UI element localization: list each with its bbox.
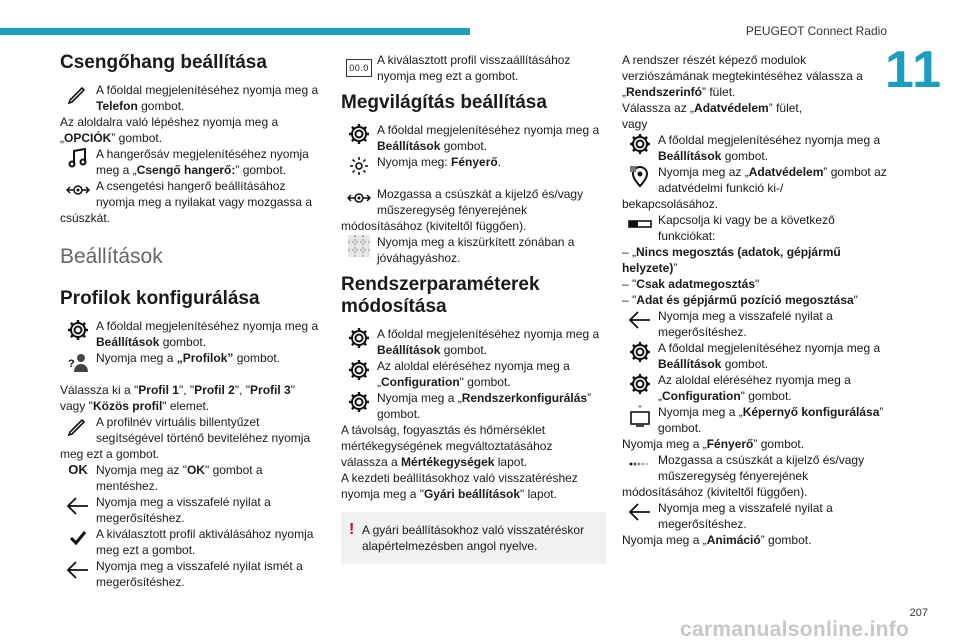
- text: A csengetési hangerő beállításához nyomja meg a nyilakat vagy mozgassa a: [96, 179, 313, 209]
- step-row: [60, 178, 322, 210]
- text: ” gombot.: [658, 405, 884, 435]
- text: Nyomja meg a kiszürkített zónában a jóváhagyáshoz.: [377, 235, 575, 265]
- text: Nyomja meg a visszafelé nyilat a megerősítéshez.: [96, 495, 271, 525]
- step-row: [60, 146, 322, 178]
- step-row: [622, 164, 887, 196]
- text: „: [622, 85, 626, 99]
- step-row: [60, 350, 322, 382]
- heading-ringtone: Csengőhang beállítása: [60, 52, 267, 73]
- text: Az aloldalra való lépéshez nyomja meg a „: [60, 115, 279, 145]
- text: gombot.: [233, 351, 281, 365]
- text: gombot.: [721, 357, 769, 371]
- text: A főoldal megjelenítéséhez nyomja meg a: [658, 133, 881, 147]
- text: gombot.: [159, 335, 207, 349]
- step-row: [60, 414, 322, 446]
- text: módosításához (kiviteltől függően).: [341, 219, 527, 233]
- gear-icon: [628, 372, 652, 396]
- text: A kiválasztott profil aktiválásához nyomja meg ezt a gombot.: [96, 527, 314, 557]
- text: Mozgassa a csúszkát a kijelző és/vagy műszeregység fényerejének: [658, 453, 865, 483]
- text-bold: Közös profil: [92, 399, 163, 413]
- back-arrow-icon: [628, 500, 652, 524]
- text: Mozgassa a csúszkát a kijelző és/vagy műszeregység fényerejének: [377, 187, 584, 217]
- text-bold: Adat és gépjármű pozíció megosztása: [636, 293, 854, 307]
- check-icon: [66, 526, 90, 550]
- text: Az aloldal eléréséhez nyomja meg a „: [377, 359, 570, 389]
- text: Nyomja meg az „: [658, 165, 749, 179]
- text-bold: Configuration: [662, 389, 741, 403]
- gear-icon: [347, 326, 371, 350]
- step-row: [341, 326, 606, 358]
- step-row: [622, 500, 887, 532]
- heading-line: módosítása: [341, 296, 447, 317]
- heading-settings: Beállítások: [60, 245, 163, 268]
- column-1: [60, 52, 322, 590]
- step-row: [341, 234, 606, 266]
- text: A főoldal megjelenítéséhez nyomja meg a: [96, 83, 319, 97]
- text: bekapcsolásához.: [622, 197, 719, 211]
- text: módosításához (kiviteltől függően).: [622, 485, 808, 499]
- text: ”: [673, 261, 678, 275]
- text: Nyomja meg a visszafelé nyilat a megerősítéshez.: [658, 309, 833, 339]
- text: ” fület,: [768, 101, 803, 115]
- text: Nyomja meg a: [96, 351, 177, 365]
- step-row: [341, 52, 606, 84]
- toggle-icon: [628, 212, 652, 236]
- text-bold: „Profilok”: [176, 351, 234, 365]
- text-bold: Rendszerinfó: [626, 85, 703, 99]
- step-row: [60, 318, 322, 350]
- step-row: [622, 404, 887, 436]
- text-bold: Profil 2: [194, 383, 235, 397]
- step-row: [622, 340, 887, 372]
- text: ", ": [234, 383, 251, 397]
- text: A hangerősáv megjelenítéséhez nyomja meg a „: [96, 147, 309, 177]
- privacy-shield-icon: [628, 164, 652, 188]
- text: A távolság, fogyasztás és hőmérséklet mértékegységének megváltoztatásához: [341, 423, 553, 453]
- accent-bar: [0, 28, 470, 35]
- text: Nyomja meg az ": [96, 463, 187, 477]
- text-bold: OPCIÓK: [64, 131, 112, 145]
- text: csúszkát.: [60, 211, 111, 225]
- text: Válassza ki a ": [60, 383, 139, 397]
- music-note-icon: [66, 146, 90, 170]
- text-bold: Fényerő: [451, 155, 498, 169]
- step-row: [60, 526, 322, 558]
- text: " elemet.: [162, 399, 210, 413]
- text: ” gombot az adatvédelmi funkció ki-/: [658, 165, 887, 195]
- heading-lighting: Megvilágítás beállítása: [341, 92, 547, 113]
- text: A főoldal megjelenítéséhez nyomja meg a: [96, 319, 319, 333]
- gear-icon: [347, 358, 371, 382]
- text: A főoldal megjelenítéséhez nyomja meg a: [377, 327, 600, 341]
- step-row: [341, 186, 606, 218]
- step-row: [622, 212, 887, 244]
- text: Nyomja meg a „: [658, 405, 743, 419]
- text-bold: Adatvédelem: [748, 165, 824, 179]
- gear-icon: [66, 318, 90, 342]
- ok-text-icon: OK: [68, 462, 88, 477]
- brightness-icon: [347, 154, 371, 178]
- text: Kapcsolja ki vagy be a következő funkciókat:: [658, 213, 835, 243]
- text: gombot.: [137, 99, 185, 113]
- gear-icon: [347, 390, 371, 414]
- text: ": [755, 277, 760, 291]
- text-bold: Animáció: [706, 533, 761, 547]
- text: Válassza az „: [622, 101, 695, 115]
- step-row: [622, 308, 887, 340]
- text: A kezdeti beállításokhoz való visszatéréshez nyomja meg a ": [341, 471, 578, 501]
- text: gombot.: [721, 149, 769, 163]
- heading-line: Rendszerparaméterek: [341, 274, 540, 295]
- screen-icon: [628, 404, 652, 428]
- heading-profiles: Profilok konfigurálása: [60, 288, 260, 309]
- text: válassza a: [341, 455, 402, 469]
- slider-dots-icon: [628, 452, 652, 476]
- text: .: [497, 155, 502, 169]
- text: meg ezt a gombot.: [60, 447, 160, 461]
- text-bold: Csengő hangerő:: [136, 163, 236, 177]
- text: ", ": [178, 383, 195, 397]
- text: Nyomja meg a visszafelé nyilat ismét a megerősítéshez.: [96, 559, 303, 589]
- text-bold: Mértékegységek: [401, 455, 495, 469]
- step-row: [341, 154, 606, 186]
- step-row: [341, 358, 606, 390]
- pen-icon: [66, 414, 90, 438]
- text: gombot.: [440, 343, 488, 357]
- text: " gombot.: [459, 375, 511, 389]
- step-row: [60, 82, 322, 114]
- text: ” gombot.: [235, 163, 287, 177]
- text: – ": [622, 277, 637, 291]
- text: A profilnév virtuális billentyűzet segítségével történő beviteléhez nyomja: [96, 415, 311, 445]
- dotted-grid-icon: [347, 234, 371, 258]
- text: " lapot.: [520, 487, 557, 501]
- text: A rendszer részét képező modulok verziószámának megtekintéséhez válassza a: [622, 53, 863, 83]
- text: Nyomja meg a „: [377, 391, 462, 405]
- text-bold: Beállítások: [658, 149, 722, 163]
- text: Nyomja meg a visszafelé nyilat a megerősítéshez.: [658, 501, 833, 531]
- step-row: [622, 372, 887, 404]
- text-bold: Beállítások: [377, 343, 441, 357]
- text: " gombot a mentéshez.: [96, 463, 263, 493]
- text-bold: Rendszerkonfigurálás: [461, 391, 588, 405]
- text-bold: Nincs megosztás (adatok, gépjármű helyzete): [622, 245, 841, 275]
- text: A kiválasztott profil visszaállításához nyomja meg ezt a gombot.: [377, 53, 571, 83]
- text: ” fület.: [702, 85, 736, 99]
- profile-question-icon: [66, 350, 90, 374]
- header-title: PEUGEOT Connect Radio: [745, 24, 887, 38]
- gear-icon: [347, 122, 371, 146]
- text: ” gombot.: [111, 131, 163, 145]
- text: Az aloldal eléréséhez nyomja meg a „: [658, 373, 851, 403]
- step-row: [60, 494, 322, 526]
- text: A főoldal megjelenítéséhez nyomja meg a: [658, 341, 881, 355]
- watermark: carmanualsonline.info: [680, 618, 910, 641]
- reset-stamp-icon: 00.0: [346, 59, 372, 77]
- step-row: [341, 390, 606, 422]
- left-right-arrows-icon: [66, 178, 90, 202]
- text-bold: Profil 1: [138, 383, 179, 397]
- text: ": [853, 293, 858, 307]
- text: – ": [622, 293, 637, 307]
- step-row: [341, 122, 606, 154]
- text: " gombot.: [740, 389, 792, 403]
- text: A főoldal megjelenítéséhez nyomja meg a: [377, 123, 600, 137]
- back-arrow-icon: [628, 308, 652, 332]
- text: – „: [622, 245, 637, 259]
- text: Nyomja meg a „: [622, 533, 707, 547]
- exclamation-icon: !: [349, 521, 355, 538]
- warning-text: A gyári beállításokhoz való visszatéréskor alapértelmezésben angol nyelve.: [361, 523, 585, 553]
- text: lapot.: [494, 455, 528, 469]
- back-arrow-icon: [66, 558, 90, 582]
- pen-icon: [66, 82, 90, 106]
- text: ": [290, 383, 295, 397]
- text-bold: Beállítások: [658, 357, 722, 371]
- step-row: [622, 452, 887, 484]
- text-bold: OK: [186, 463, 205, 477]
- heading-system: [341, 274, 606, 318]
- page-number: 207: [909, 607, 928, 619]
- text-bold: Gyári beállítások: [423, 487, 521, 501]
- step-row: [622, 132, 887, 164]
- text: ” gombot.: [377, 391, 592, 421]
- column-3: [622, 52, 887, 548]
- left-right-arrows-icon: [347, 186, 371, 210]
- text-bold: Képernyő konfigurálása: [742, 405, 880, 419]
- text: vagy: [622, 117, 648, 131]
- text-bold: Adatvédelem: [694, 101, 769, 115]
- text-bold: Profil 3: [250, 383, 291, 397]
- text: ” gombot.: [753, 437, 805, 451]
- text-bold: Fényerő: [706, 437, 754, 451]
- back-arrow-icon: [66, 494, 90, 518]
- chapter-number: 11: [885, 41, 942, 99]
- text: Nyomja meg a „: [622, 437, 707, 451]
- step-row: [60, 462, 322, 494]
- text-bold: Csak adatmegosztás: [636, 277, 755, 291]
- text: vagy ": [60, 399, 93, 413]
- text: gombot.: [440, 139, 488, 153]
- text-bold: Configuration: [381, 375, 460, 389]
- text: ” gombot.: [760, 533, 812, 547]
- text-bold: Telefon: [96, 99, 138, 113]
- gear-icon: [628, 132, 652, 156]
- gear-icon: [628, 340, 652, 364]
- column-2: [341, 52, 606, 564]
- text-bold: Beállítások: [96, 335, 160, 349]
- warning-box: [341, 512, 606, 564]
- text-bold: Beállítások: [377, 139, 441, 153]
- step-row: [60, 558, 322, 590]
- text: Nyomja meg:: [377, 155, 452, 169]
